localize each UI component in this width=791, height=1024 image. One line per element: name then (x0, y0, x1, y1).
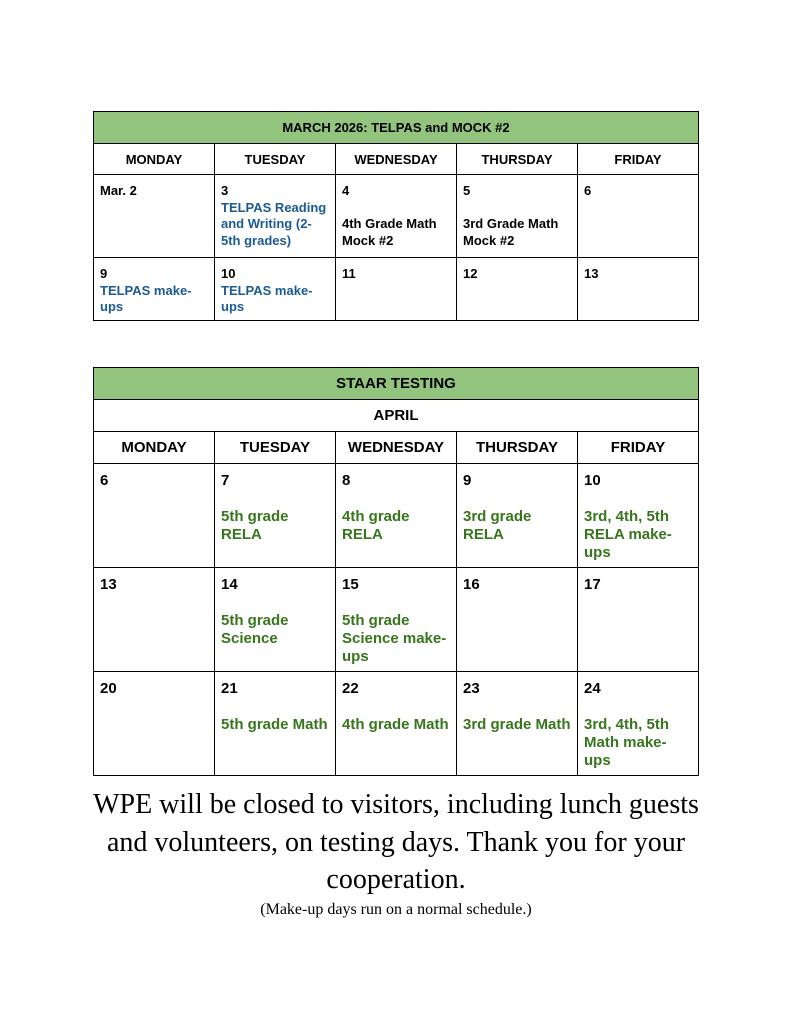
day-header-wednesday: WEDNESDAY (336, 432, 457, 464)
day-cell (336, 175, 457, 258)
march-calendar-table (93, 111, 699, 321)
date-label: 7 (221, 472, 230, 489)
notice-main-text: WPE will be closed to visitors, including lunch guests and volunteers, on testing days. Thank you for your cooperation. (93, 789, 699, 895)
month-label: APRIL (94, 400, 699, 432)
visitor-notice (93, 786, 699, 919)
event-text: 5th grade RELA (221, 508, 289, 543)
event-text: 5th grade Math (221, 716, 328, 733)
date-label: 13 (100, 576, 117, 593)
day-cell (578, 258, 699, 321)
date-label: 15 (342, 576, 359, 593)
day-cell (94, 175, 215, 258)
event-text: 3rd, 4th, 5th RELA make-ups (584, 508, 672, 561)
event-text: 4th grade RELA (342, 508, 410, 543)
date-label: Mar. 2 (100, 183, 137, 198)
event-text: 4th grade Math (342, 716, 449, 733)
march-title: MARCH 2026: TELPAS and MOCK #2 (94, 112, 699, 144)
date-label: 6 (100, 472, 109, 489)
day-cell (457, 464, 578, 568)
date-label: 13 (584, 266, 599, 281)
event-text: 3rd grade Math (463, 716, 571, 733)
date-label: 20 (100, 680, 117, 697)
event-text: 5th grade Science make-ups (342, 612, 447, 665)
day-cell (94, 464, 215, 568)
event-text: 4th Grade Math Mock #2 (342, 216, 437, 248)
date-label: 9 (463, 472, 472, 489)
date-label: 12 (463, 266, 478, 281)
notice-sub-text: (Make-up days run on a normal schedule.) (260, 900, 532, 918)
day-header-monday: MONDAY (94, 432, 215, 464)
day-cell (94, 672, 215, 776)
date-label: 8 (342, 472, 351, 489)
day-header-tuesday: TUESDAY (215, 432, 336, 464)
date-label: 11 (342, 266, 356, 281)
day-header-monday: MONDAY (94, 144, 215, 175)
day-cell (94, 568, 215, 672)
date-label: 10 (221, 266, 236, 281)
day-header-wednesday: WEDNESDAY (336, 144, 457, 175)
day-cell (215, 464, 336, 568)
date-label: 3 (221, 183, 229, 198)
day-cell (215, 175, 336, 258)
date-label: 5 (463, 183, 471, 198)
event-text: 3rd, 4th, 5th Math make-ups (584, 716, 670, 769)
event-text: 5th grade Science (221, 612, 289, 647)
day-cell (215, 568, 336, 672)
date-label: 22 (342, 680, 359, 697)
day-cell (457, 175, 578, 258)
date-label: 16 (463, 576, 480, 593)
day-header-friday: FRIDAY (578, 432, 699, 464)
day-cell (336, 258, 457, 321)
day-cell (336, 464, 457, 568)
date-label: 9 (100, 266, 108, 281)
staar-calendar-table (93, 367, 699, 776)
day-cell (457, 672, 578, 776)
date-label: 24 (584, 680, 601, 697)
event-text: TELPAS make-ups (100, 282, 192, 314)
day-cell (215, 672, 336, 776)
day-cell (457, 568, 578, 672)
day-cell (578, 175, 699, 258)
date-label: 4 (342, 183, 350, 198)
event-text: TELPAS make-ups (221, 282, 313, 314)
day-cell (578, 672, 699, 776)
day-cell (336, 672, 457, 776)
day-cell (578, 568, 699, 672)
day-header-tuesday: TUESDAY (215, 144, 336, 175)
date-label: 10 (584, 472, 601, 489)
day-cell (215, 258, 336, 321)
date-label: 14 (221, 576, 238, 593)
day-header-friday: FRIDAY (578, 144, 699, 175)
date-label: 21 (221, 680, 238, 697)
event-text: TELPAS Reading and Writing (2-5th grades) (221, 199, 327, 248)
event-text: 3rd grade RELA (463, 508, 532, 543)
event-text: 3rd Grade Math Mock #2 (463, 216, 559, 248)
day-cell (578, 464, 699, 568)
date-label: 23 (463, 680, 480, 697)
day-cell (457, 258, 578, 321)
day-cell (336, 568, 457, 672)
day-cell (94, 258, 215, 321)
date-label: 6 (584, 183, 592, 198)
date-label: 17 (584, 576, 601, 593)
day-header-thursday: THURSDAY (457, 432, 578, 464)
day-header-thursday: THURSDAY (457, 144, 578, 175)
staar-title: STAAR TESTING (94, 368, 699, 400)
